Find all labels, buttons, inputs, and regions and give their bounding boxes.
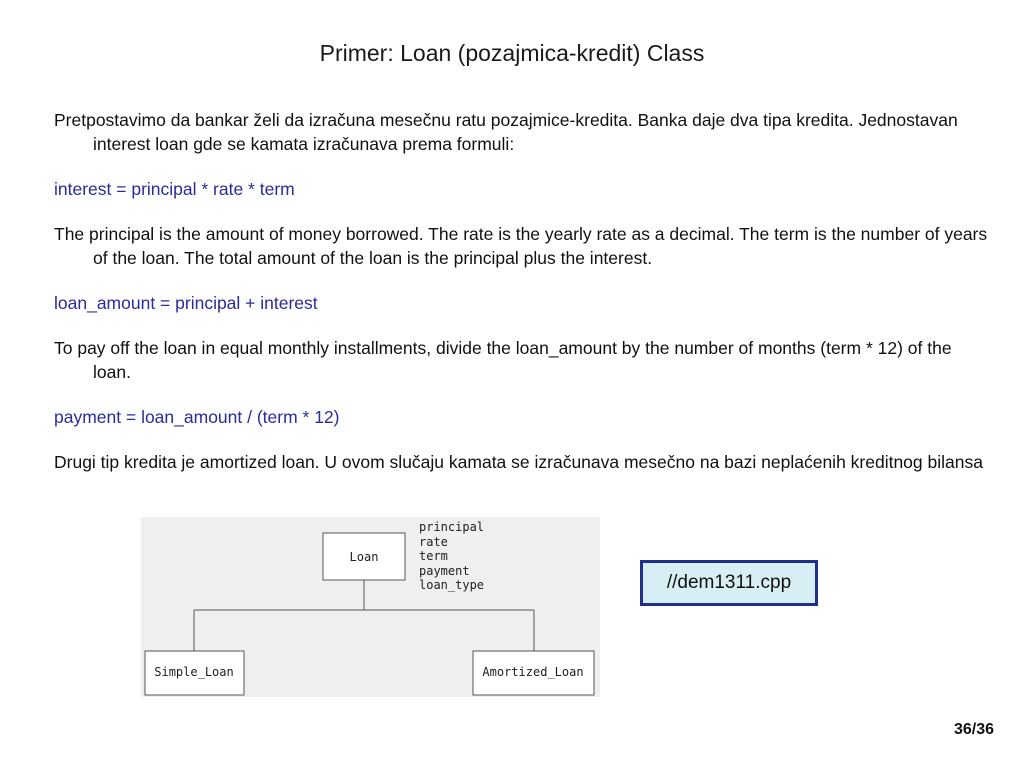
member-rate: rate: [419, 535, 448, 549]
principal-paragraph: The principal is the amount of money borrowed. The rate is the yearly rate as a decimal. The term is the number of years of the loan. The total amount of the loan is the principal plus the interest.: [54, 224, 988, 268]
slide-content: [54, 108, 990, 495]
member-term: term: [419, 549, 448, 563]
member-payment: payment: [419, 564, 470, 578]
amortized-loan-label: Amortized_Loan: [482, 665, 584, 679]
amortized-paragraph: Drugi tip kredita je amortized loan. U ovom slučaju kamata se izračunava mesečno na bazi neplaćenih kreditnog bilansa: [54, 452, 983, 472]
intro-paragraph: Pretpostavimo da bankar želi da izračuna mesečnu ratu pozajmice-kredita. Banka daje dva tipa kredita. Jednostavan interest loan gde se kamata izračunava prema formuli:: [54, 110, 958, 154]
page-number: 36/36: [953, 721, 994, 738]
loan-class-label: Loan: [349, 550, 379, 564]
slide-title: Primer: Loan (pozajmica-kredit) Class: [319, 40, 705, 66]
class-hierarchy-diagram: [141, 517, 600, 697]
class-hierarchy-svg: [141, 517, 600, 697]
payoff-paragraph: To pay off the loan in equal monthly installments, divide the loan_amount by the number of months (term * 12) of the loan.: [54, 338, 952, 382]
simple-loan-label: Simple_Loan: [154, 665, 234, 679]
member-loan-type: loan_type: [419, 578, 485, 592]
payment-formula: payment = loan_amount / (term * 12): [54, 407, 340, 427]
member-principal: principal: [419, 520, 485, 534]
interest-formula: interest = principal * rate * term: [54, 179, 295, 199]
file-reference-text: //dem1311.cpp: [666, 572, 792, 593]
file-reference-box: [640, 560, 818, 606]
loan-amount-formula: loan_amount = principal + interest: [54, 293, 318, 313]
